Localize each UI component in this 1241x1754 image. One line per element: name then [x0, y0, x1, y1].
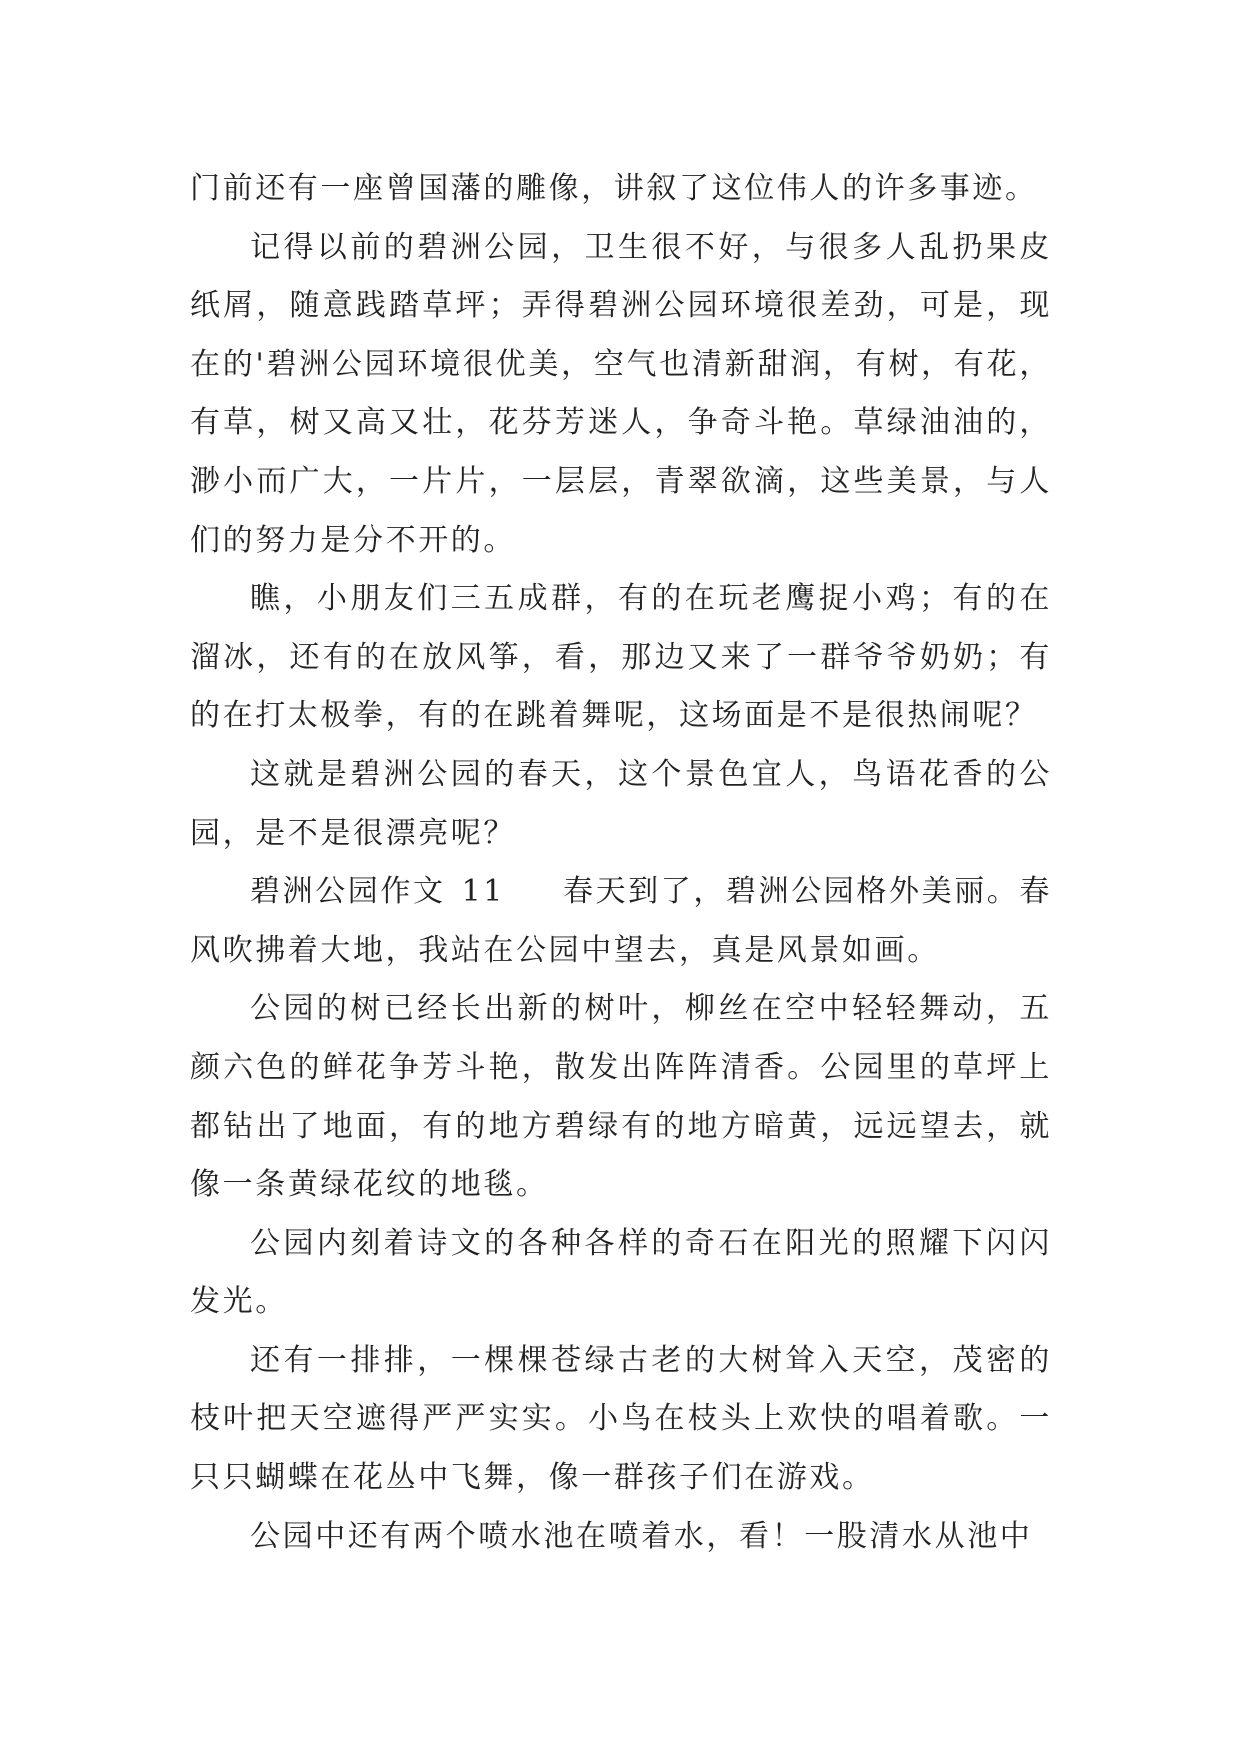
paragraph-1: 门前还有一座曾国藩的雕像，讲叙了这位伟人的许多事迹。 — [190, 171, 1038, 206]
paragraph-9: 公园中还有两个喷水池在喷着水，看！一股清水从池中 — [250, 1518, 1033, 1554]
paragraph-8: 还有一排排，一棵棵苍绿古老的大树耸入天空，茂密的枝叶把天空遮得严严实实。小鸟在枝头上欢快的唱着歌。一只只蝴蝶在花丛中飞舞，像一群孩子们在游戏。 — [190, 1342, 1052, 1496]
paragraph-6: 公园的树已经长出新的树叶，柳丝在空中轻轻舞动，五颜六色的鲜花争芳斗艳，散发出阵阵清香。公园里的草坪上都钻出了地面，有的地方碧绿有的地方暗黄，远远望去，就像一条黄绿花纹的地毯。 — [190, 991, 1052, 1203]
essay-opening-text: 春天到了，碧洲公园格外美丽。春风吹拂着大地，我站在公园中望去，真是风景如画。 — [190, 874, 1052, 968]
paragraph-3: 瞧，小朋友们三五成群，有的在玩老鹰捉小鸡；有的在溜冰，还有的在放风筝，看，那边又来了一群爷爷奶奶；有的在打太极拳，有的在跳着舞呢，这场面是不是很热闹呢？ — [190, 581, 1052, 734]
essay-heading-paragraph — [190, 863, 1052, 980]
essay-number: 11 — [461, 874, 505, 910]
essay-title: 碧洲公园作文 — [250, 874, 446, 910]
paragraph-4: 这就是碧洲公园的春天，这个景色宜人，鸟语花香的公园，是不是很漂亮呢？ — [190, 756, 1052, 851]
paragraph-7: 公园内刻着诗文的各种各样的奇石在阳光的照耀下闪闪发光。 — [190, 1225, 1052, 1320]
paragraph-2: 记得以前的碧洲公园，卫生很不好，与很多人乱扔果皮纸屑，随意践踏草坪；弄得碧洲公园环境很差劲，可是，现在的'碧洲公园环境很优美，空气也清新甜润，有树，有花，有草，树又高又壮，花芬芳迷人，争奇斗艳。草绿油油的，渺小而广大，一片片，一层层，青翠欲滴，这些美景，与人们的努力是分不开的。 — [190, 229, 1052, 558]
document-body — [190, 160, 1052, 1566]
